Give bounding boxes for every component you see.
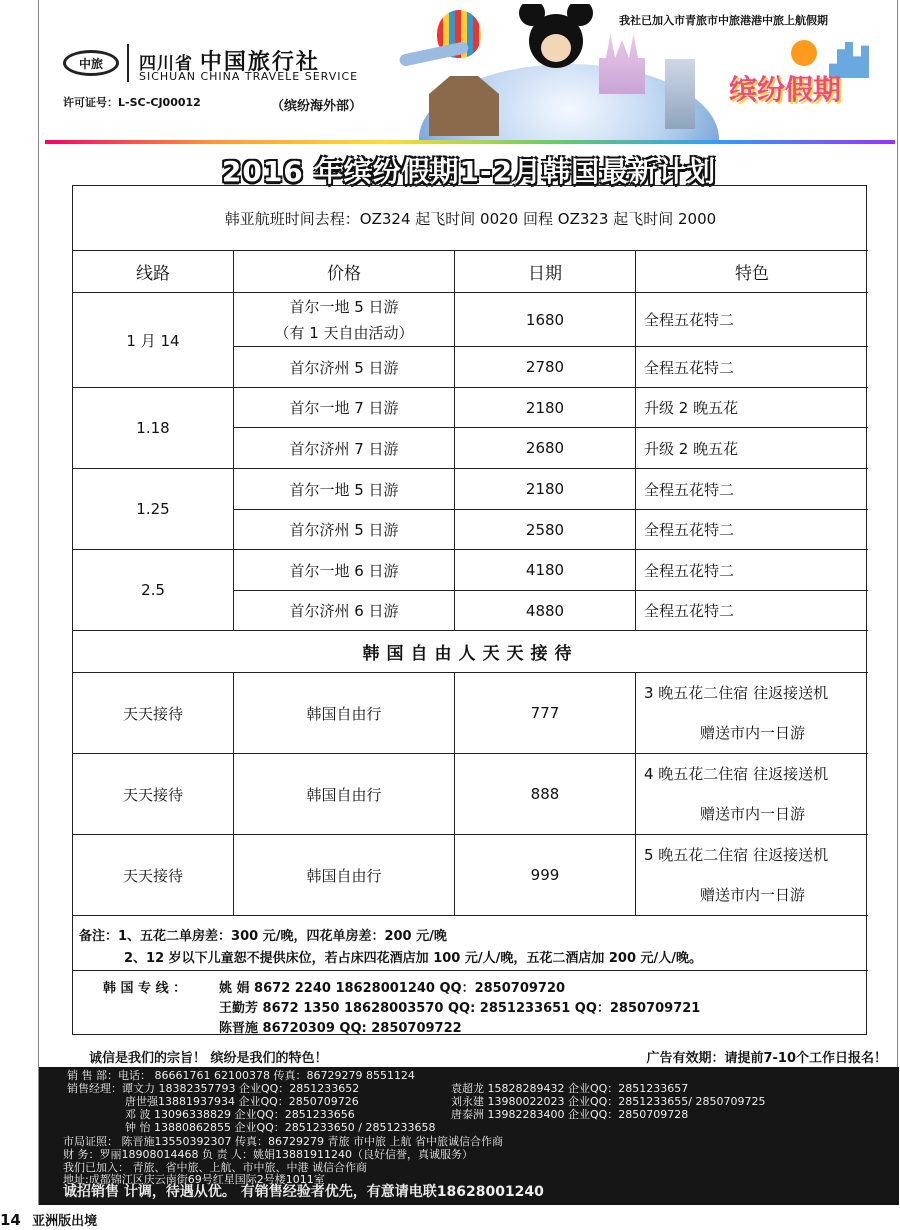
price-cell: 4880	[455, 591, 636, 631]
flyer-page	[38, 0, 898, 1205]
sales-footer	[39, 1067, 899, 1205]
feature-cell: 全程五花特二	[636, 510, 868, 550]
feature-cell	[636, 673, 868, 754]
free-product-cell: 韩国自由行	[234, 754, 455, 835]
free-product-cell: 韩国自由行	[234, 673, 455, 754]
landmark-icon	[429, 76, 499, 136]
price-cell: 999	[455, 835, 636, 916]
mouse-face-icon	[541, 34, 571, 62]
feature-cell: 全程五花特二	[636, 347, 868, 388]
membership-note: 我社已加入市青旅市中旅港港中旅上航假期	[619, 14, 828, 27]
skyscraper-icon	[665, 59, 695, 129]
footer-line: 地址:成都锦江区庆云南街69号红星国际2号楼1011室	[63, 1173, 325, 1186]
route-cell: 首尔济州 5 日游	[234, 510, 455, 550]
price-cell: 1680	[455, 293, 636, 347]
route-cell: 首尔一地 6 日游	[234, 550, 455, 591]
contact-line: 姚 娟 8672 2240 18628001240 QQ：2850709720	[219, 981, 566, 996]
slogan-left: 诚信是我们的宗旨！ 缤纷是我们的特色！	[89, 1051, 328, 1066]
column-header-route: 线路	[73, 251, 234, 293]
price-cell: 777	[455, 673, 636, 754]
price-cell: 2780	[455, 347, 636, 388]
price-cell: 2180	[455, 388, 636, 428]
price-cell: 4180	[455, 550, 636, 591]
footer-line: 邓 波 13096338829 企业QQ：2851233656	[125, 1108, 355, 1121]
ad-validity: 广告有效期：请提前7-10个工作日报名！	[646, 1051, 887, 1066]
free-travel-heading: 韩国自由人天天接待	[73, 631, 868, 673]
airplane-icon	[399, 41, 469, 67]
header	[39, 0, 899, 140]
feature-cell	[636, 754, 868, 835]
magazine-name: 亚洲版出境	[32, 1214, 98, 1229]
feature-line: 赠送市内一日游	[700, 724, 806, 742]
feature-line: 5 晚五花二住宿 往返接送机	[644, 846, 829, 864]
company-name-en: SICHUAN CHINA TRAVELE SERVICE	[139, 70, 359, 83]
page-title: 2016 年缤纷假期1-2月韩国最新计划	[221, 155, 717, 188]
route-cell: 首尔济州 7 日游	[234, 428, 455, 469]
price-cell: 2580	[455, 510, 636, 550]
brand-name: 缤纷假期	[729, 73, 842, 106]
rainbow-divider	[45, 140, 895, 144]
notes	[73, 916, 868, 971]
license-number: 许可证号：L-SC-CJ00012	[63, 96, 201, 109]
free-service-cell: 天天接待	[73, 835, 234, 916]
footer-line: 销 售 部：电话： 86661761 62100378 传真：86729279 8551124	[67, 1069, 415, 1082]
feature-line: 3 晚五花二住宿 往返接送机	[644, 684, 829, 702]
company-name-cn: 中国旅行社	[199, 49, 320, 75]
group-date: 2.5	[73, 550, 234, 631]
footer-line: 我们已加入： 青旅、省中旅、上航、市中旅、中港 诚信合作商	[63, 1161, 367, 1174]
slogan-bar	[39, 1045, 899, 1067]
route-cell: 首尔济州 6 日游	[234, 591, 455, 631]
page-number: 14	[0, 1211, 21, 1229]
feature-cell: 全程五花特二	[636, 591, 868, 631]
route-cell: 首尔一地 7 日游	[234, 388, 455, 428]
feature-cell: 升级 2 晚五花	[636, 428, 868, 469]
province: 四川省	[139, 54, 193, 74]
feature-cell	[636, 835, 868, 916]
contact-line: 王勤芳 8672 1350 18628003570 QQ: 2851233651 QQ：2850709721	[219, 1001, 701, 1016]
sun-icon	[791, 40, 817, 66]
feature-cell: 全程五花特二	[636, 293, 868, 347]
route-cell	[234, 293, 455, 347]
footer-line: 销售经理：谭文力 18382357793 企业QQ：2851233652	[67, 1082, 360, 1095]
group-date: 1 月 14	[73, 293, 234, 388]
page-footer	[0, 1210, 97, 1229]
note-line: 2、12 岁以下儿童恕不提供床位，若占床四花酒店加 100 元/人/晚，五花二酒店加 200 元/人/晚。	[124, 951, 703, 966]
price-cell: 2680	[455, 428, 636, 469]
feature-line: 赠送市内一日游	[700, 886, 806, 904]
column-header-price: 价格	[234, 251, 455, 293]
route-note: （有 1 天自由活动）	[274, 323, 414, 342]
group-date: 1.18	[73, 388, 234, 469]
feature-cell: 全程五花特二	[636, 469, 868, 510]
free-service-cell: 天天接待	[73, 673, 234, 754]
feature-line: 赠送市内一日游	[700, 805, 806, 823]
note-line: 备注：1、五花二单房差：300 元/晚，四花单房差：200 元/晚	[79, 929, 447, 944]
itinerary-table	[72, 185, 867, 1035]
route-cell: 首尔济州 5 日游	[234, 347, 455, 388]
castle-icon	[599, 34, 645, 94]
route-name: 首尔一地 5 日游	[289, 297, 399, 316]
group-date: 1.25	[73, 469, 234, 550]
column-header-date: 日期	[455, 251, 636, 293]
brand-logo	[729, 40, 879, 110]
contact-label: 韩 国 专 线 ：	[103, 981, 187, 996]
footer-line: 钟 怡 13880862855 企业QQ：2851233650 / 2851233658	[125, 1121, 436, 1134]
footer-line: 市局证照： 陈晋施13550392307 传真：86729279 青旅 市中旅 上航 省中旅诚信合作商	[63, 1135, 503, 1148]
flight-info: 韩亚航班时间去程：OZ324 起飞时间 0020 回程 OZ323 起飞时间 2000	[73, 186, 868, 251]
company-logo: 中旅	[63, 50, 119, 76]
recruitment-line: 诚招销售 计调，待遇从优。 有销售经验者优先，有意请电联18628001240	[63, 1184, 544, 1200]
price-cell: 2180	[455, 469, 636, 510]
footer-line: 袁超龙 15828289432 企业QQ：2851233657	[451, 1082, 689, 1095]
contact-line: 陈晋施 86720309 QQ: 2850709722	[219, 1021, 462, 1036]
column-header-feature: 特色	[636, 251, 868, 293]
logo-divider	[127, 44, 129, 82]
price-cell: 888	[455, 754, 636, 835]
feature-cell: 升级 2 晚五花	[636, 388, 868, 428]
contact-block	[73, 971, 868, 1036]
footer-line: 唐泰洲 13982283400 企业QQ：2850709728	[451, 1108, 689, 1121]
free-product-cell: 韩国自由行	[234, 835, 455, 916]
footer-line: 唐世强13881937934 企业QQ：2850709726	[125, 1095, 359, 1108]
department: （缤纷海外部）	[271, 99, 363, 114]
free-service-cell: 天天接待	[73, 754, 234, 835]
footer-line: 财 务：罗丽18908014468 负 责 人：姚娟13881911240（良好信誉，真诚服务）	[63, 1148, 473, 1161]
feature-line: 4 晚五花二住宿 往返接送机	[644, 765, 829, 783]
route-cell: 首尔一地 5 日游	[234, 469, 455, 510]
footer-line: 刘永建 13980022023 企业QQ：2851233655/ 2850709725	[451, 1095, 766, 1108]
feature-cell: 全程五花特二	[636, 550, 868, 591]
